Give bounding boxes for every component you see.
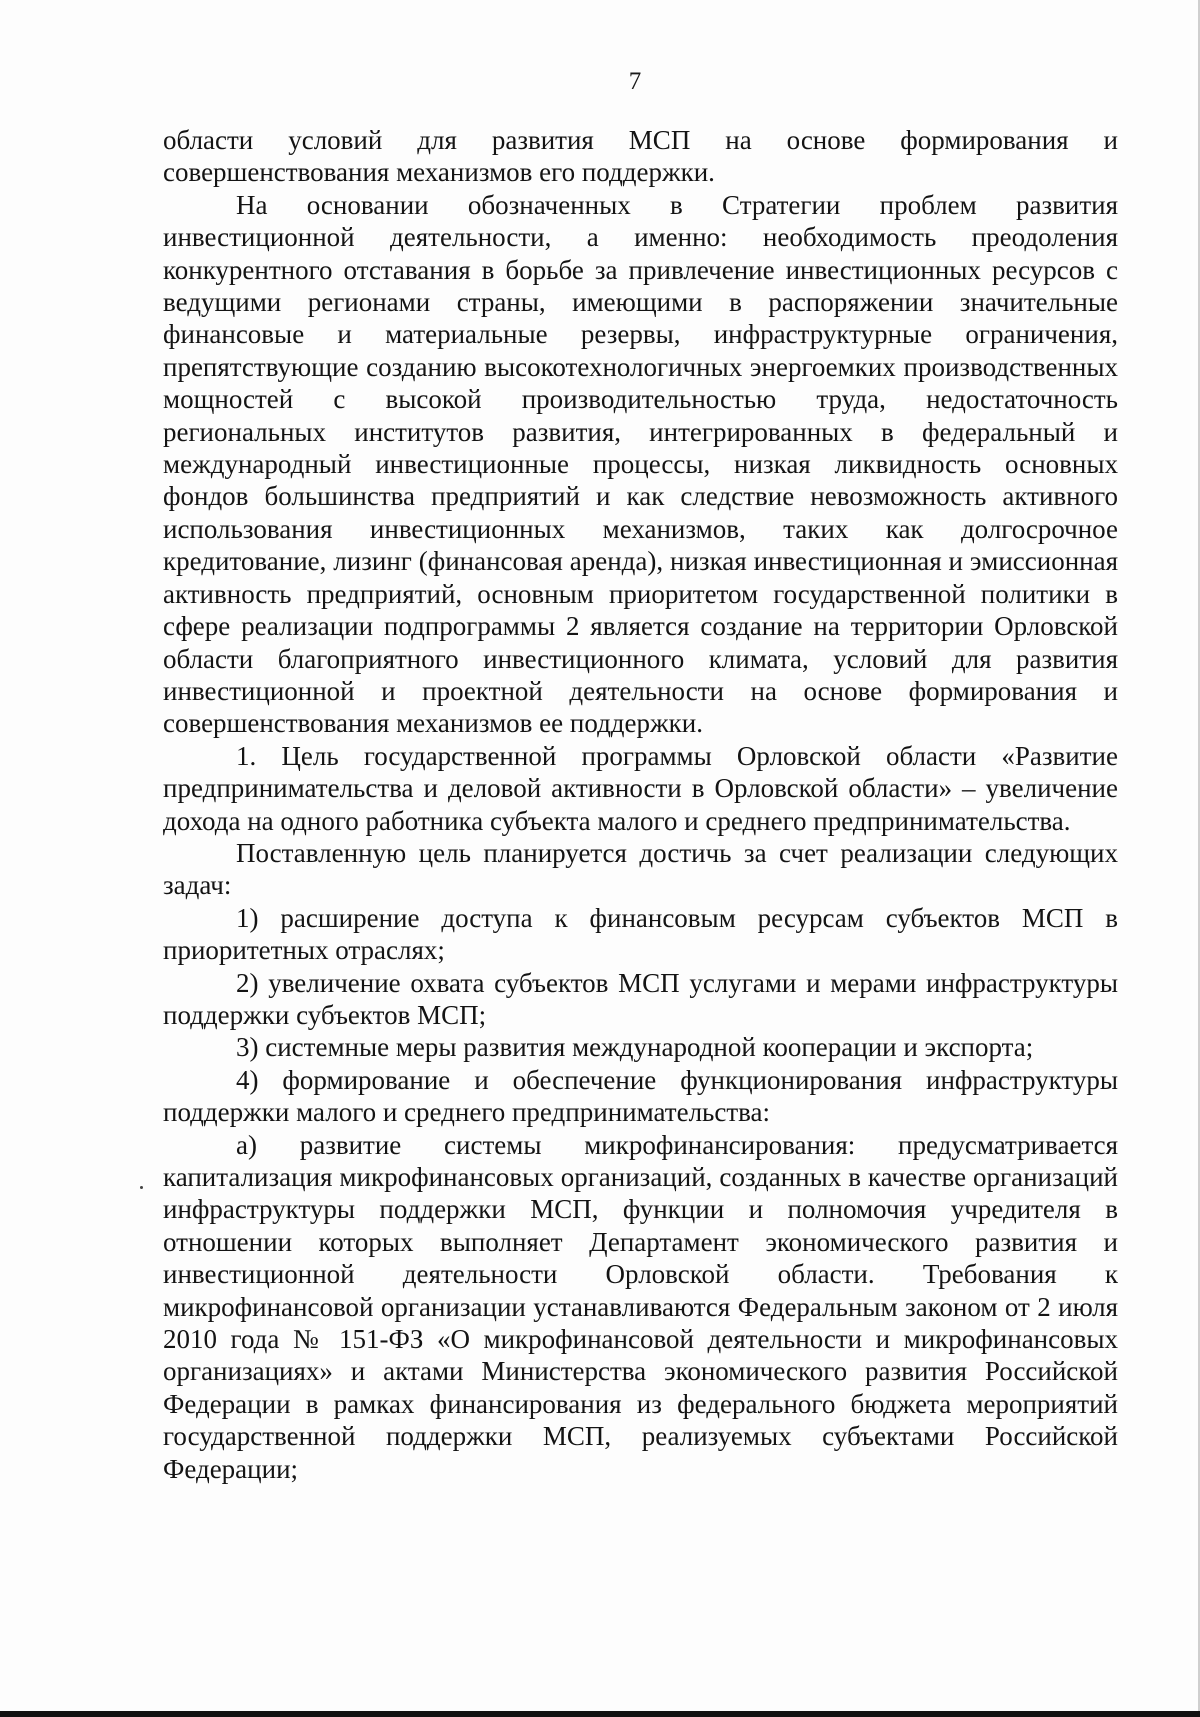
paragraph-strategy-problems: На основании обозначенных в Стратегии проблем развития инвестиционной деятельности, а именно: необходимость преодоления конкурентного отставания в борьбе за привлечение инвестиционных ресурсов с ведущими регионами страны, имеющими в распоряжении значительные финансовые и материальные резервы, инфраструктурные ограничения, препятствующие созданию высокотехнологичных энергоемких производственных мощностей с высокой производительностью труда, недостаточность региональных институтов развития, интегрированных в федеральный и международный инвестиционные процессы, низкая ликвидность основных фондов большинства предприятий и как следствие невозможность активного использования инвестиционных механизмов, таких как долгосрочное кредитование, лизинг (финансовая аренда), низкая инвестиционная и эмиссионная активность предприятий, основным приоритетом государственной политики в сфере реализации подпрограммы 2 является создание на территории Орловской области благоприятного инвестиционного климата, условий для развития инвестиционной и проектной деятельности на основе формирования и совершенствования механизмов ее поддержки.	[163, 189, 1118, 739]
page-number: 7	[628, 68, 642, 95]
scan-edge-bottom	[0, 1711, 1200, 1717]
scan-artifact-dot	[140, 1186, 143, 1189]
paragraph-continuation: области условий для развития МСП на основе формирования и совершенствования механизмов его поддержки.	[163, 125, 1118, 188]
list-item-subtask-a: а) развитие системы микрофинансирования: предусматривается капитализация микрофинансовых организаций, созданных в качестве организаций инфраструктуры поддержки МСП, функции и полномочия учредителя в отношении которых выполняет Департамент экономического развития и инвестиционной деятельности Орловской области. Требования к микрофинансовой организации устанавливаются Федеральным законом от 2 июля 2010 года № 151-ФЗ «О микрофинансовой деятельности и микрофинансовых организациях» и актами Министерства экономического развития Российской Федерации в рамках финансирования из федерального бюджета мероприятий государственной поддержки МСП, реализуемых субъектами Российской Федерации;	[163, 1129, 1118, 1484]
list-item-task-2: 2) увеличение охвата субъектов МСП услугами и мерами инфраструктуры поддержки субъектов МСП;	[163, 967, 1118, 1030]
list-item-task-4: 4) формирование и обеспечение функционирования инфраструктуры поддержки малого и среднего предпринимательства:	[163, 1064, 1118, 1128]
paragraph-tasks-intro: Поставленную цель планируется достичь за счет реализации следующих задач:	[163, 837, 1118, 901]
list-item-task-3: 3) системные меры развития международной кооперации и экспорта;	[236, 1032, 1034, 1063]
document-body	[163, 124, 1118, 1485]
list-item-task-1: 1) расширение доступа к финансовым ресурсам субъектов МСП в приоритетных отраслях;	[163, 902, 1118, 966]
paragraph-program-goal: 1. Цель государственной программы Орловской области «Развитие предпринимательства и деловой активности в Орловской области» – увеличение дохода на одного работника субъекта малого и среднего предпринимательства.	[163, 740, 1118, 836]
